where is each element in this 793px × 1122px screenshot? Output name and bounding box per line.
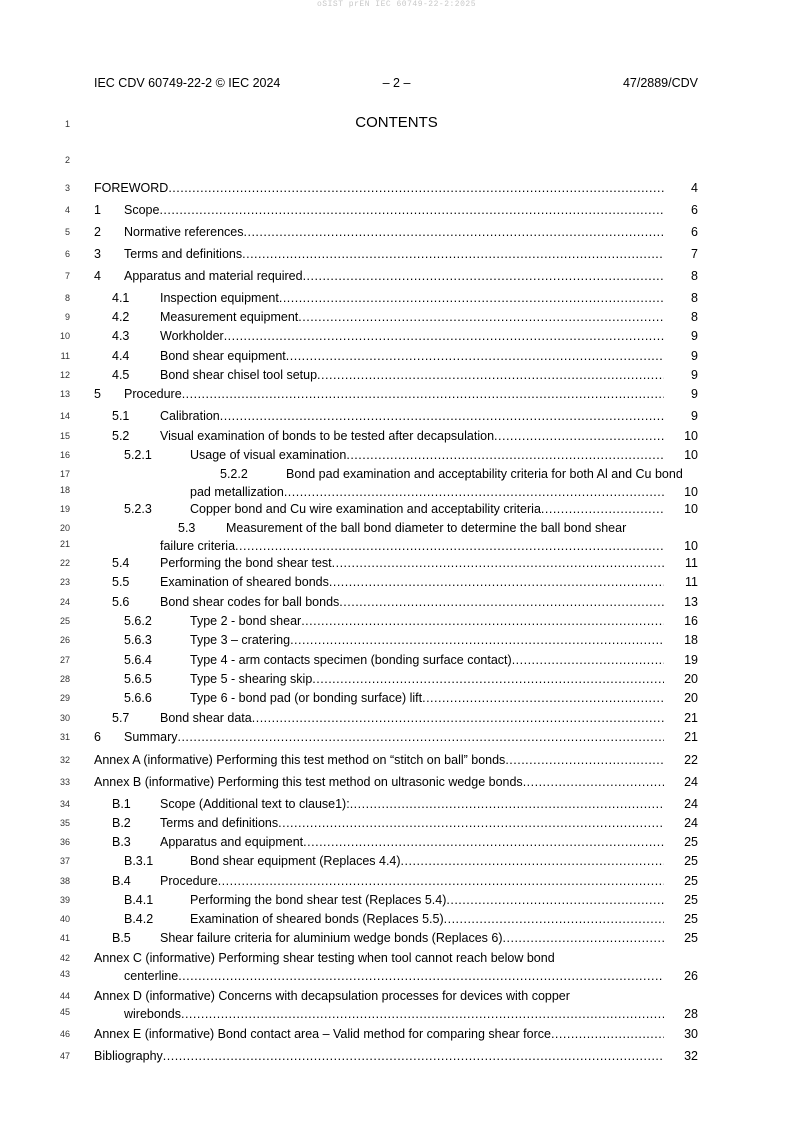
line-number: 33 [59, 777, 70, 787]
toc-entry-label: failure criteria [160, 539, 236, 553]
toc-entry-page: 25 [684, 874, 698, 888]
toc-entry-page: 9 [691, 329, 698, 343]
toc-entry-label: Apparatus and material required [124, 269, 303, 283]
leader-dots [503, 929, 664, 947]
toc-entry-number: B.1 [112, 797, 131, 811]
toc-entry-number: B.2 [112, 816, 131, 830]
toc-entry-page: 10 [684, 502, 698, 516]
line-number: 44 [59, 991, 70, 1001]
leader-dots [312, 670, 664, 688]
watermark: oSIST prEN IEC 60749-22-2:2025 [316, 0, 477, 9]
toc-entry-label-first-line: Measurement of the ball bond diameter to determine the ball bond shear [226, 521, 627, 535]
line-number: 13 [59, 389, 70, 399]
toc-entry-number: 5.6.6 [124, 691, 152, 705]
line-number: 21 [59, 539, 70, 549]
toc-entry-label: Apparatus and equipment [160, 835, 304, 849]
line-number: 34 [59, 799, 70, 809]
toc-entry-page: 11 [685, 556, 698, 570]
toc-entry-page: 6 [691, 203, 698, 217]
toc-entry-number: 5.6.5 [124, 672, 152, 686]
line-number: 16 [59, 450, 70, 460]
toc-entry-page: 24 [684, 816, 698, 830]
toc-entry-label: centerline [124, 969, 179, 983]
toc-entry-number: B.5 [112, 931, 131, 945]
toc-entry-number: 4.5 [112, 368, 130, 382]
toc-entry-label: Annex E (informative) Bond contact area – Valid method for comparing shear force [94, 1027, 551, 1041]
toc-entry-page: 25 [684, 854, 698, 868]
toc-entry-label: Examination of sheared bonds (Replaces 5.5) [190, 912, 444, 926]
line-number: 11 [60, 351, 70, 361]
toc-entry-label: Visual examination of bonds to be tested after decapsulation [160, 429, 495, 443]
toc-entry-number: B.4.1 [124, 893, 154, 907]
line-number: 17 [59, 469, 70, 479]
toc-entry-label: Copper bond and Cu wire examination and acceptability criteria [190, 502, 541, 516]
toc-entry-label: Bond shear equipment [160, 349, 286, 363]
toc-entry-page: 19 [684, 653, 698, 667]
toc-entry-label: Workholder [160, 329, 224, 343]
toc-entry-number: 5.7 [112, 711, 130, 725]
toc-entry-number: 3 [94, 247, 101, 261]
toc-entry-label: Scope (Additional text to clause1): [160, 797, 350, 811]
toc-entry-page: 20 [684, 672, 698, 686]
toc-entry-page: 25 [684, 835, 698, 849]
toc-entry-page: 20 [684, 691, 698, 705]
toc-entry-page: 25 [684, 893, 698, 907]
toc-entry-number: 5.6 [112, 595, 130, 609]
toc-entry-label: Bond shear equipment (Replaces 4.4) [190, 854, 401, 868]
toc-entry-label: Type 3 – cratering [190, 633, 291, 647]
toc-entry-page: 7 [691, 247, 698, 261]
leader-dots [303, 267, 664, 285]
leader-dots [444, 910, 664, 928]
toc-entry-label-first-line: Annex C (informative) Performing shear testing when tool cannot reach below bond [94, 951, 555, 965]
toc-entry-label: Bond shear chisel tool setup [160, 368, 318, 382]
line-number: 46 [59, 1029, 70, 1039]
leader-dots [494, 427, 664, 445]
leader-dots [279, 289, 664, 307]
header-document-id: IEC CDV 60749-22-2 © IEC 2024 [94, 76, 281, 90]
line-number: 3 [64, 183, 70, 193]
leader-dots [303, 833, 664, 851]
line-number: 5 [64, 227, 70, 237]
toc-entry-number: 5.2.3 [124, 502, 152, 516]
leader-dots [235, 537, 664, 555]
leader-dots [286, 347, 664, 365]
toc-entry-number: B.4 [112, 874, 131, 888]
line-number: 7 [64, 271, 70, 281]
line-number: 27 [59, 655, 70, 665]
toc-entry-number: B.3 [112, 835, 131, 849]
leader-dots [298, 308, 664, 326]
toc-entry-page: 10 [684, 448, 698, 462]
toc-entry-page: 32 [684, 1049, 698, 1063]
line-number: 32 [59, 755, 70, 765]
toc-entry-label: Scope [124, 203, 160, 217]
toc-entry-label: Summary [124, 730, 178, 744]
toc-entry-number: 5.1 [112, 409, 130, 423]
toc-entry-number: 5.6.3 [124, 633, 152, 647]
leader-dots [541, 500, 664, 518]
toc-entry-label: Terms and definitions [124, 247, 243, 261]
toc-entry-label: Performing the bond shear test [160, 556, 332, 570]
leader-dots [301, 612, 664, 630]
toc-entry-label: Inspection equipment [160, 291, 279, 305]
toc-entry-page: 10 [684, 429, 698, 443]
toc-entry-label-first-line: Bond pad examination and acceptability criteria for both Al and Cu bond [286, 467, 683, 481]
line-number: 23 [59, 577, 70, 587]
toc-entry-number: 5.6.4 [124, 653, 152, 667]
leader-dots [329, 573, 664, 591]
line-number: 42 [59, 953, 70, 963]
toc-entry-page: 8 [691, 269, 698, 283]
toc-entry-page: 10 [684, 485, 698, 499]
toc-entry-page: 8 [691, 291, 698, 305]
line-number: 26 [59, 635, 70, 645]
toc-entry-label: Terms and definitions [160, 816, 279, 830]
toc-entry-number: 4.3 [112, 329, 130, 343]
toc-entry-label: Normative references [124, 225, 244, 239]
line-number: 18 [59, 485, 70, 495]
toc-entry-page: 11 [685, 575, 698, 589]
leader-dots [244, 223, 665, 241]
toc-entry-label: Examination of sheared bonds [160, 575, 329, 589]
line-number: 24 [59, 597, 70, 607]
line-number: 25 [59, 616, 70, 626]
toc-entry-number: 5.3 [178, 521, 196, 535]
header-reference: 47/2889/CDV [622, 76, 698, 90]
line-number: 37 [59, 856, 70, 866]
line-number: 30 [59, 713, 70, 723]
toc-entry-page: 13 [684, 595, 698, 609]
leader-dots [177, 728, 664, 746]
leader-dots [178, 967, 664, 985]
toc-entry-number: 6 [94, 730, 101, 744]
leader-dots [181, 1005, 664, 1023]
leader-dots [159, 201, 664, 219]
leader-dots [505, 751, 664, 769]
toc-entry-page: 10 [684, 539, 698, 553]
toc-entry-number: 5.2.1 [124, 448, 152, 462]
toc-entry-page: 9 [691, 409, 698, 423]
toc-entry-label: Annex B (informative) Performing this test method on ultrasonic wedge bonds [94, 775, 523, 789]
toc-entry-number: 5.2 [112, 429, 130, 443]
toc-entry-label: FOREWORD [94, 181, 169, 195]
leader-dots [446, 891, 664, 909]
leader-dots [346, 446, 664, 464]
toc-entry-number: 5 [94, 387, 101, 401]
toc-entry-page: 25 [684, 931, 698, 945]
toc-entry-page: 16 [684, 614, 698, 628]
leader-dots [218, 872, 664, 890]
leader-dots [182, 385, 664, 403]
line-number: 4 [64, 205, 70, 215]
toc-entry-label: Measurement equipment [160, 310, 299, 324]
line-number: 43 [59, 969, 70, 979]
toc-entry-page: 22 [684, 753, 698, 767]
toc-entry-number: 5.5 [112, 575, 130, 589]
toc-entry-label: Performing the bond shear test (Replaces 5.4) [190, 893, 447, 907]
line-number: 1 [64, 119, 70, 129]
leader-dots [284, 483, 664, 501]
toc-entry-page: 26 [684, 969, 698, 983]
toc-entry-label: wirebonds [124, 1007, 181, 1021]
line-number: 31 [59, 732, 70, 742]
leader-dots [339, 593, 664, 611]
line-number: 2 [64, 155, 70, 165]
line-number: 29 [59, 693, 70, 703]
toc-entry-number: 5.4 [112, 556, 130, 570]
leader-dots [401, 852, 664, 870]
toc-entry-number: 4.2 [112, 310, 130, 324]
toc-entry-page: 28 [684, 1007, 698, 1021]
leader-dots [512, 651, 664, 669]
toc-entry-page: 21 [684, 711, 698, 725]
toc-entry-number: B.4.2 [124, 912, 154, 926]
toc-entry-label: Bibliography [94, 1049, 163, 1063]
toc-entry-number: 5.2.2 [220, 467, 248, 481]
line-number: 15 [59, 431, 70, 441]
toc-entry-label: Calibration [160, 409, 220, 423]
toc-entry-label: pad metallization [190, 485, 284, 499]
toc-entry-label-first-line: Annex D (informative) Concerns with decapsulation processes for devices with copper [94, 989, 570, 1003]
toc-entry-label: Procedure [160, 874, 218, 888]
line-number: 12 [59, 370, 70, 380]
leader-dots [551, 1025, 664, 1043]
line-number: 36 [59, 837, 70, 847]
line-number: 8 [64, 293, 70, 303]
toc-entry-label: Shear failure criteria for aluminium wedge bonds (Replaces 6) [160, 931, 503, 945]
toc-entry-page: 30 [684, 1027, 698, 1041]
toc-entry-label: Type 5 - shearing skip [190, 672, 313, 686]
toc-entry-label: Usage of visual examination [190, 448, 347, 462]
toc-entry-page: 18 [684, 633, 698, 647]
toc-entry-label: Bond shear data [160, 711, 252, 725]
header-page-number: – 2 – [382, 76, 411, 90]
toc-entry-number: 4 [94, 269, 101, 283]
leader-dots [163, 1047, 664, 1065]
line-number: 10 [59, 331, 70, 341]
line-number: 6 [64, 249, 70, 259]
leader-dots [523, 773, 664, 791]
leader-dots [332, 554, 664, 572]
line-number: 41 [59, 933, 70, 943]
line-number: 14 [59, 411, 70, 421]
leader-dots [224, 327, 664, 345]
line-number: 47 [59, 1051, 70, 1061]
line-number: 20 [59, 523, 70, 533]
leader-dots [278, 814, 664, 832]
line-number: 9 [64, 312, 70, 322]
toc-entry-page: 9 [691, 387, 698, 401]
toc-entry-number: B.3.1 [124, 854, 154, 868]
toc-entry-label: Procedure [124, 387, 182, 401]
toc-entry-number: 4.1 [112, 291, 130, 305]
line-number: 38 [59, 876, 70, 886]
line-number: 45 [59, 1007, 70, 1017]
leader-dots [242, 245, 664, 263]
toc-entry-number: 1 [94, 203, 101, 217]
toc-entry-label: Type 6 - bond pad (or bonding surface) lift [190, 691, 423, 705]
toc-entry-page: 24 [684, 775, 698, 789]
leader-dots [317, 366, 664, 384]
toc-entry-page: 6 [691, 225, 698, 239]
leader-dots [252, 709, 664, 727]
toc-entry-page: 8 [691, 310, 698, 324]
toc-entry-page: 9 [691, 368, 698, 382]
toc-entry-page: 4 [691, 181, 698, 195]
leader-dots [168, 179, 664, 197]
toc-entry-number: 2 [94, 225, 101, 239]
line-number: 19 [59, 504, 70, 514]
toc-entry-number: 5.6.2 [124, 614, 152, 628]
toc-entry-label: Type 4 - arm contacts specimen (bonding surface contact) [190, 653, 512, 667]
toc-entry-label: Type 2 - bond shear [190, 614, 302, 628]
toc-entry-page: 25 [684, 912, 698, 926]
leader-dots [290, 631, 664, 649]
line-number: 40 [59, 914, 70, 924]
toc-entry-page: 24 [684, 797, 698, 811]
line-number: 35 [59, 818, 70, 828]
toc-entry-number: 4.4 [112, 349, 130, 363]
toc-entry-label: Annex A (informative) Performing this test method on “stitch on ball” bonds [94, 753, 506, 767]
line-number: 39 [59, 895, 70, 905]
leader-dots [350, 795, 664, 813]
toc-entry-label: Bond shear codes for ball bonds [160, 595, 340, 609]
page-title: CONTENTS [355, 114, 438, 131]
leader-dots [220, 407, 664, 425]
line-number: 22 [59, 558, 70, 568]
toc-entry-page: 9 [691, 349, 698, 363]
leader-dots [422, 689, 664, 707]
toc-entry-page: 21 [684, 730, 698, 744]
line-number: 28 [59, 674, 70, 684]
